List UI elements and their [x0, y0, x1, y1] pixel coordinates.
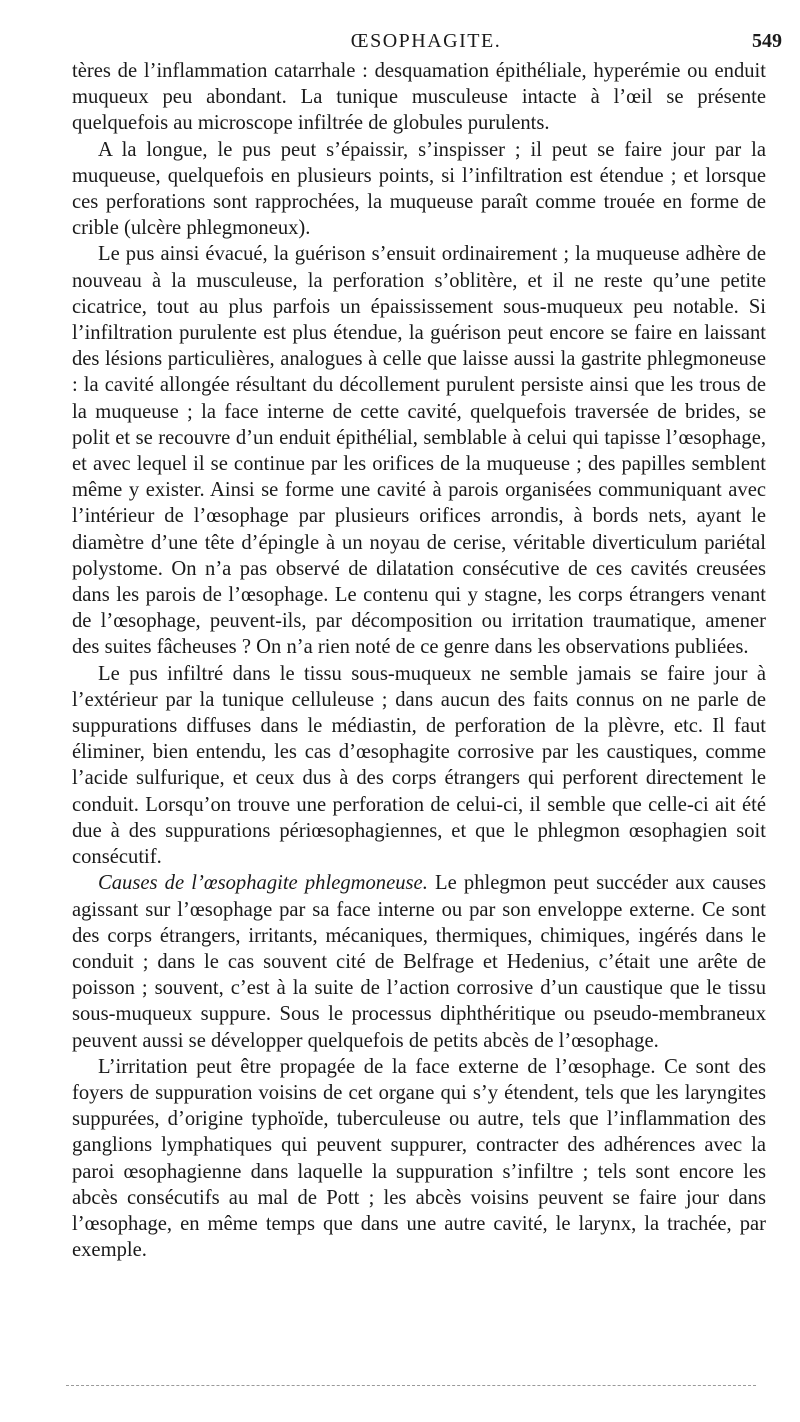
page-number: 549	[752, 30, 782, 52]
section-heading: Causes de l’œsophagite phlegmoneuse.	[98, 872, 428, 895]
paragraph-text: Le phlegmon peut succéder aux causes agissant sur l’œsophage par sa face interne ou par son enveloppe externe. Ce sont des corps étrangers, irritants, mécaniques, thermiques, chimiques, ingérés dans le conduit ; dans le cas souvent cité de Belfrage et Hedenius, c’était une arête de poisson ; souvent, c’est à la suite de l’action corrosive d’un caustique que le tissu sous-muqueux suppure. Sous le processus diphthéritique ou pseudo-membraneux peuvent aussi se développer quelquefois de petits abcès de l’œsophage.	[72, 872, 766, 1052]
paragraph-text: L’irritation peut être propagée de la face externe de l’œsophage. Ce sont des foyers de suppuration voisins de cet organe qui s’y étendent, tels que les laryngites suppurées, d’origine typhoïde, tuberculeuse ou autre, tels que l’inflammation des ganglions lymphatiques qui peuvent suppurer, contracter des adhérences avec la paroi œsophagienne dans laquelle la suppuration s’infiltre ; tels sont encore les abcès consécutifs au mal de Pott ; les abcès voisins peuvent se faire jour dans l’œsophage, en même temps que dans une autre cavité, le larynx, la trachée, par exemple.	[72, 1055, 766, 1262]
paragraph-causes	[72, 870, 766, 1053]
paragraph	[72, 241, 766, 660]
paragraph-continued	[72, 58, 766, 137]
paragraph	[72, 137, 766, 242]
paragraph	[72, 1054, 766, 1264]
paragraph-text: A la longue, le pus peut s’épaissir, s’inspisser ; il peut se faire jour par la muqueuse, quelquefois en plusieurs points, si l’infiltration est étendue ; et lorsque ces perforations sont rapprochées, la muqueuse paraît comme trouée en forme de crible (ulcère phlegmoneux).	[72, 138, 766, 240]
body-text	[72, 58, 766, 1263]
footer-rule	[66, 1385, 756, 1386]
paragraph-text: Le pus infiltré dans le tissu sous-muqueux ne semble jamais se faire jour à l’extérieur par la tunique celluleuse ; dans aucun des faits connus on ne parle de suppurations diffuses dans le médiastin, de perforation de la plèvre, etc. Il faut éliminer, bien entendu, les cas d’œsophagite corrosive par les caustiques, comme l’acide sulfurique, et ceux dus à des corps étrangers qui perforent directement le conduit. Lorsqu’on trouve une perforation de celui-ci, il semble que celle-ci ait été due à des suppurations périœsophagiennes, et que le phlegmon œsophagien soit consécutif.	[72, 662, 766, 869]
running-title: ŒSOPHAGITE.	[350, 30, 502, 52]
paragraph	[72, 661, 766, 871]
paragraph-text: Le pus ainsi évacué, la guérison s’ensuit ordinairement ; la muqueuse adhère de nouveau à la musculeuse, la perforation s’oblitère, et il ne reste qu’une petite cicatrice, tout au plus parfois un épaississement sous-muqueux peu notable. Si l’infiltration purulente est plus étendue, la guérison peut encore se faire en laissant des lésions particulières, analogues à celle que laisse aussi la gastrite phlegmoneuse : la cavité allongée résultant du décollement purulent persiste ainsi que les trous de la muqueuse ; la face interne de cette cavité, quelquefois traversée de brides, se polit et se recouvre d’un enduit épithélial, semblable à celui qui tapisse l’œsophage, et avec lequel il se continue par les orifices de la muqueuse ; des papilles semblent même y exister. Ainsi se forme une cavité à parois organisées communiquant avec l’intérieur de l’œsophage par plusieurs orifices arrondis, à bords nets, ayant le diamètre d’une tête d’épingle à un noyau de cerise, véritable diverticulum pariétal polystome. On n’a pas observé de dilatation consécutive de ces cavités creusées dans les parois de l’œsophage. Le contenu qui y stagne, les corps étrangers venant de l’œsophage, peuvent-ils, par décomposition ou irritation traumatique, amener des suites fâcheuses ? On n’a rien noté de ce genre dans les observations publiées.	[72, 243, 766, 659]
page-header	[70, 26, 782, 56]
paragraph-text: tères de l’inflammation catarrhale : desquamation épithéliale, hyperémie ou enduit muqueux peu abondant. La tunique musculeuse intacte à l’œil se présente quelquefois au microscope infiltrée de globules purulents.	[72, 60, 766, 135]
